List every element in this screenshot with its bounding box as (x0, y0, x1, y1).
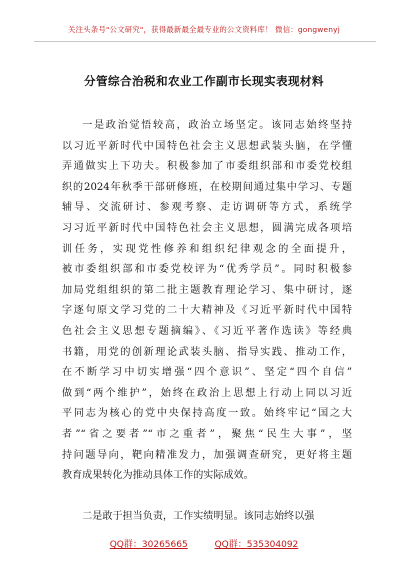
body-line (62, 487, 352, 508)
footer-contacts (0, 537, 408, 550)
body-line: 在不断学习中切实增强“四个意识”、坚定“四个自信” (62, 367, 352, 379)
document-title: 分管综合治税和农业工作副市长现实表现材料 (84, 74, 324, 88)
body-line: 书籍，用党的创新理论武装头脑、指导实践、推动工作， (62, 346, 352, 358)
body-line: 加局党组组织的第二批主题教育理论学习、集中研讨，逐 (62, 284, 352, 296)
body-line: 二是敢于担当负责，工作实绩明显。该同志始终以强 (82, 511, 315, 523)
body-line: 习习近平新时代中国特色社会主义思想，圆满完成各项培 (62, 222, 352, 234)
body-line: 织的2024年秋季干部研修班，在校期间通过集中学习、专题 (62, 181, 352, 193)
body-line: 训任务，实现党性修养和组织纪律观念的全面提升， (62, 243, 352, 255)
body-line: 以习近平新时代中国特色社会主义思想武装头脑，在学懂 (62, 140, 352, 152)
body-line: 做到“两个维护”，始终在政治上思想上行动上同以习近 (62, 387, 352, 399)
body-line: 平同志为核心的党中央保持高度一致。始终牢记“国之大 (62, 408, 352, 420)
body-line: 辅导、交流研讨、参观考察、走访调研等方式，系统学 (62, 202, 352, 214)
body-line: 一是政治觉悟较高，政治立场坚定。该同志始终坚持 (82, 120, 352, 131)
body-line: 持问题导向，靶向精准发力，加强调查研究，更好将主题 (62, 449, 352, 461)
body-line: 字逐句原文学习党的二十大精神及《习近平新时代中国特 (62, 305, 352, 317)
body-line: 色社会主义思想专题摘编》、《习近平著作选读》等经典 (62, 325, 352, 337)
footer-qq-group-2[interactable]: QQ群：535304092 (214, 540, 299, 550)
body-line: 者”“省之要者”“市之重者”，聚焦“民生大事”，坚 (62, 428, 352, 440)
body-line: 教育成果转化为推动具体工作的实际成效。 (62, 470, 254, 482)
header-divider (34, 41, 376, 42)
body-line: 弄通做实上下功夫。积极参加了市委组织部和市委党校组 (62, 161, 352, 173)
document-body (62, 116, 352, 528)
footer-qq-group-1[interactable]: QQ群：30265665 (109, 540, 188, 550)
header-banner: 关注头条号"公文研究"，获得最新最全最专业的公文资料库！ 微信：gongwenyj (68, 25, 340, 34)
body-line: 被市委组织部和市委党校评为“优秀学员”。同时积极参 (62, 264, 352, 276)
